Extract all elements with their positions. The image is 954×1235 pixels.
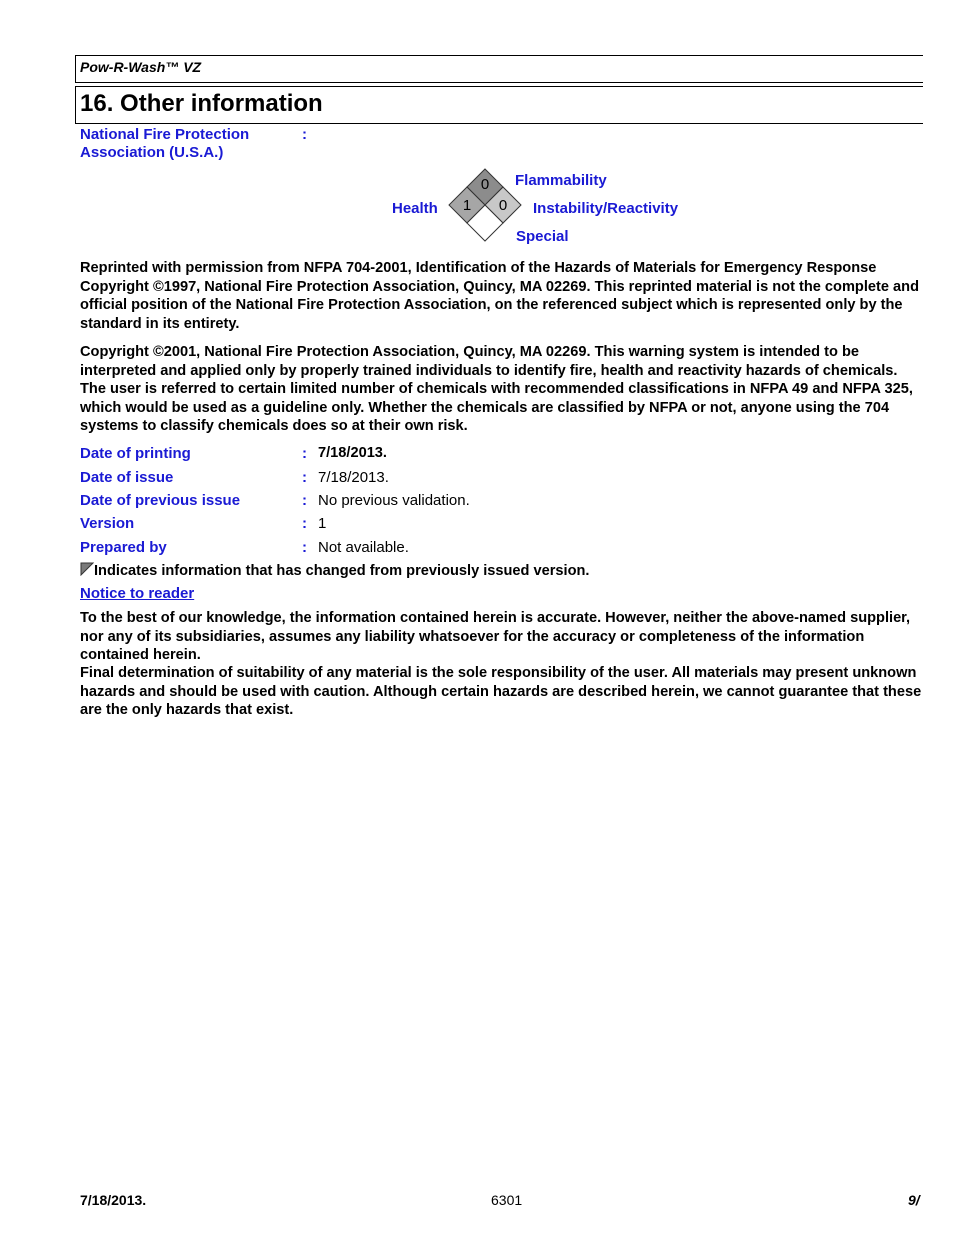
footer-page-number: 9/	[908, 1192, 920, 1208]
notice-text-2: Final determination of suitability of any material is the sole responsibility of the user. All materials may present unknown hazards and should be used with caution. Although certain hazards are described herein, we cannot guarantee that these are the only hazards that exist.	[80, 665, 922, 718]
change-marker-icon	[80, 562, 94, 576]
nfpa-label	[80, 126, 280, 162]
field-value-prepared-by: Not available.	[318, 539, 409, 556]
nfpa-special-label: Special	[516, 228, 569, 245]
field-label-date-of-printing: Date of printing	[80, 445, 191, 462]
footer-date: 7/18/2013.	[80, 1192, 147, 1208]
section-title: 16. Other information	[80, 90, 323, 117]
field-colon: :	[302, 515, 307, 532]
nfpa-flammability-value: 0	[480, 176, 490, 193]
nfpa-label-line1: National Fire Protection	[80, 126, 250, 143]
field-label-date-of-issue: Date of issue	[80, 469, 174, 486]
notice-to-reader-link[interactable]: Notice to reader	[80, 585, 195, 602]
nfpa-label-line2: Association (U.S.A.)	[80, 144, 224, 161]
notice-text-1: To the best of our knowledge, the information contained herein is accurate. However, neither the above-named supplier, nor any of its subsidiaries, assumes any liability whatsoever for the accuracy or completeness of the information contained herein.	[80, 610, 911, 663]
footer-code: 6301	[491, 1192, 523, 1208]
field-value-date-of-issue: 7/18/2013.	[318, 469, 389, 486]
field-label-prepared-by: Prepared by	[80, 539, 167, 556]
field-value-date-of-previous-issue: No previous validation.	[318, 492, 470, 509]
nfpa-instability-value: 0	[498, 197, 508, 214]
nfpa-instability-label: Instability/Reactivity	[533, 200, 679, 217]
field-colon: :	[302, 445, 307, 462]
reprint-paragraph: Reprinted with permission from NFPA 704-2001, Identification of the Hazards of Materials for Emergency Response Copyright ©1997, National Fire Protection Association, Quincy, MA 02269. This reprinted material is not the complete and official position of the National Fire Protection Association, on the referenced subject which is represented only by the standard in its entirety.	[80, 260, 919, 332]
product-name: Pow-R-Wash™ VZ	[80, 59, 202, 75]
field-value-date-of-printing: 7/18/2013.	[318, 445, 387, 461]
field-colon: :	[302, 469, 307, 486]
field-colon: :	[302, 492, 307, 509]
product-header-box	[75, 55, 923, 83]
field-colon: :	[302, 539, 307, 556]
nfpa-health-label: Health	[392, 200, 438, 217]
field-value-version: 1	[318, 515, 327, 532]
copyright-paragraph: Copyright ©2001, National Fire Protection Association, Quincy, MA 02269. This warning system is intended to be interpreted and applied only by properly trained individuals to identify fire, health and reactivity hazards of chemicals. The user is referred to certain limited number of chemicals with recommended classifications in NFPA 49 and NFPA 325, which would be used as a guideline only. Whether the chemicals are classified by NFPA or not, anyone using the 704 systems to classify chemicals does so at their own risk.	[80, 344, 913, 434]
changed-note	[80, 562, 590, 579]
nfpa-health-value: 1	[462, 197, 472, 214]
changed-note-text: Indicates information that has changed from previously issued version.	[94, 563, 590, 579]
nfpa-colon: :	[302, 126, 307, 143]
field-label-version: Version	[80, 515, 135, 532]
nfpa-flammability-label: Flammability	[515, 172, 607, 189]
field-label-date-of-previous-issue: Date of previous issue	[80, 492, 241, 509]
